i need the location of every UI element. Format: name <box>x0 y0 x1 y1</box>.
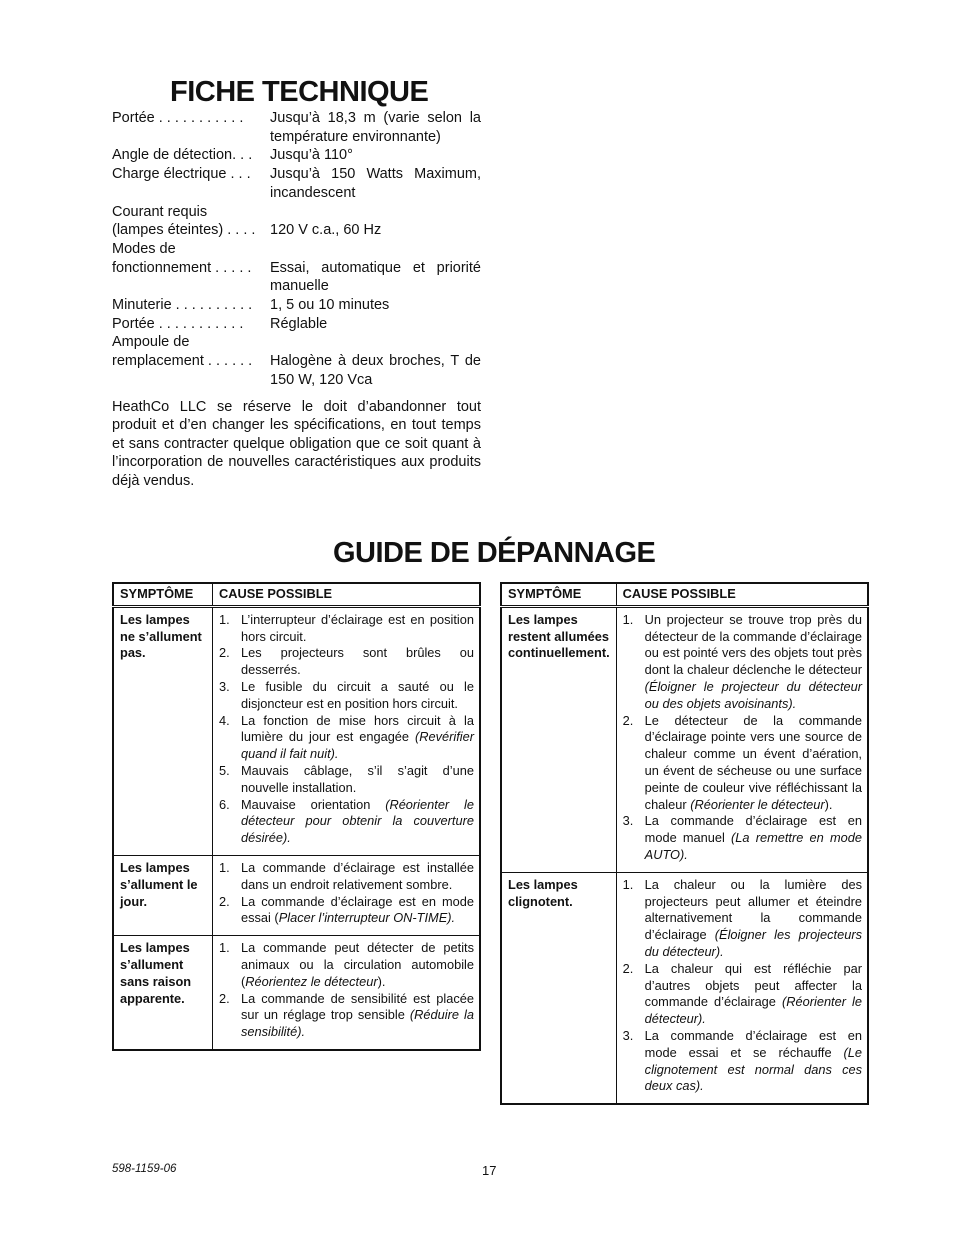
spec-label: (lampes éteintes) . . . . <box>112 222 256 239</box>
cause-cell <box>213 606 481 855</box>
cause-remedy-note: (Réorienter le détecteur pour obtenir la couverture désirée). <box>241 796 474 846</box>
cause-number: 1. <box>219 611 230 627</box>
spec-label: Modes de <box>112 240 176 257</box>
spec-label: Ampoule de <box>112 334 190 351</box>
cause-main-text: Un projecteur se trouve trop près du détecteur de la commande d’éclairage ou est pointé vers des objets tout près dont la chaleur déclenche le détecteur <box>644 611 862 678</box>
cause-main-text: La chaleur ou la lumière des projecteurs peut allumer et éteindre alternativement la commande d’éclairage <box>644 876 862 943</box>
cause-cell <box>616 606 868 872</box>
cause-text <box>645 877 862 961</box>
cause-main-text: Le détecteur de la commande d’éclairage pointe vers une source de chaleur comme un évent d’aération, un évent de sécheuse ou une surface peinte de couleur vive réfléchissant la chaleur <box>644 712 862 812</box>
spec-label: Charge électrique . . . <box>112 166 251 183</box>
spec-row <box>112 259 481 296</box>
cause-remedy-note: (Éloigner le projecteur du détecteur ou des objets avoisinants). <box>644 678 862 711</box>
symptom-cell: Les lampes s’allument le jour. <box>113 855 213 935</box>
spec-value: Halogène à deux broches, T de 150 W, 120 Vca <box>270 353 481 388</box>
cause-text <box>645 713 862 814</box>
table-row <box>113 606 480 855</box>
cause-item <box>623 813 862 863</box>
spec-value <box>270 333 481 352</box>
cause-remedy-note: Réorientez le détecteur <box>245 973 378 989</box>
cause-text <box>241 797 474 847</box>
spec-value: 120 V c.a., 60 Hz <box>270 222 382 239</box>
spec-value <box>270 203 481 222</box>
cause-text <box>645 612 862 713</box>
cause-text <box>241 860 474 894</box>
cause-number: 4. <box>219 712 230 728</box>
cause-main-text: Le fusible du circuit a sauté ou le disjoncteur est en position hors circuit. <box>241 678 474 711</box>
page-number: 17 <box>482 1163 497 1178</box>
cause-main-text: La fonction de mise hors circuit à la lumière du jour est engagée <box>241 712 474 745</box>
cause-item <box>219 991 474 1041</box>
spec-row <box>112 109 481 146</box>
cause-list <box>623 877 862 1095</box>
spec-value: Essai, automatique et priorité manuelle <box>270 259 481 295</box>
cause-main-text: La commande d’éclairage est en mode essai ( <box>241 893 474 926</box>
cause-item <box>623 612 862 713</box>
cause-number: 6. <box>219 796 230 812</box>
spec-value: Réglable <box>270 315 328 332</box>
spec-label: Courant requis <box>112 203 208 220</box>
cause-main-text: Mauvaise orientation <box>241 796 371 812</box>
spec-row <box>112 296 481 315</box>
cause-item <box>219 940 474 990</box>
spec-value <box>270 240 481 259</box>
cause-item <box>219 679 474 713</box>
cause-remedy-note: (Le clignotement est normal dans ces deux cas). <box>644 1044 863 1094</box>
cause-text <box>645 961 862 1028</box>
cause-item <box>623 1028 862 1095</box>
cause-text <box>241 940 474 990</box>
cause-main-text: Les projecteurs sont brûles ou desserrés. <box>241 645 474 678</box>
spec-row <box>112 146 481 165</box>
spec-label: Minuterie . . . . . . . . . . <box>112 297 253 314</box>
cause-number: 3. <box>622 1027 634 1043</box>
cause-number: 2. <box>622 960 634 976</box>
cause-item <box>623 877 862 961</box>
spec-value: Jusqu’à 110° <box>270 147 353 164</box>
cause-tail: ). <box>377 973 386 989</box>
cause-number: 1. <box>622 876 634 892</box>
cause-item <box>219 612 474 646</box>
spec-row <box>112 352 481 389</box>
spec-value: Jusqu’à 150 Watts Maximum, incandescent <box>270 166 481 201</box>
cause-number: 2. <box>219 645 230 661</box>
troubleshooting-table-right <box>500 582 869 1105</box>
cause-main-text: La chaleur qui est réfléchie par d’autres objets peut affecter la commande d’éclairage <box>644 960 862 1010</box>
header-symptom: SYMPTÔME <box>501 583 616 606</box>
spec-label: Portée . . . . . . . . . . . <box>112 110 244 126</box>
cause-item <box>219 763 474 797</box>
table-header-row <box>501 583 868 606</box>
symptom-cell: Les lampes restent allumées continuellement. <box>501 606 616 872</box>
cause-number: 3. <box>219 678 230 694</box>
cause-remedy-note: (Réorienter le détecteur). <box>644 994 863 1027</box>
cause-main-text: La commande d’éclairage est en mode essai et se réchauffe <box>644 1027 862 1060</box>
cause-main-text: Mauvais câblage, s’il s’agit d’une nouvelle installation. <box>241 762 474 795</box>
cause-remedy-note: (Réduire la sensibilité). <box>241 1007 474 1040</box>
disclaimer-paragraph: HeathCo LLC se réserve le doit d’abandonner tout produit et d’en changer les spécifications, en tout temps et sans contracter quelque obligation que ce soit quant à l’incorporation de nouvelles caractéristiques aux produits déjà vendus. <box>112 399 481 489</box>
spec-sheet-title: FICHE TECHNIQUE <box>170 76 429 108</box>
table-row <box>113 936 480 1050</box>
spec-label: Angle de détection. . . <box>112 147 253 164</box>
cause-number: 2. <box>219 893 230 909</box>
header-cause: CAUSE POSSIBLE <box>616 583 868 606</box>
spec-list <box>112 109 481 390</box>
spec-label: Portée . . . . . . . . . . . <box>112 315 244 332</box>
cause-item <box>623 713 862 814</box>
troubleshooting-title: GUIDE DE DÉPANNAGE <box>333 537 656 569</box>
cause-remedy-note: (Revérifier quand il fait nuit). <box>241 729 474 762</box>
spec-row <box>112 221 481 240</box>
cause-text <box>241 894 474 928</box>
cause-text <box>241 763 474 797</box>
table-row <box>501 872 868 1104</box>
cause-cell <box>213 855 481 935</box>
cause-number: 2. <box>219 990 230 1006</box>
cause-item <box>219 860 474 894</box>
cause-main-text: La commande d’éclairage est installée dans un endroit relativement sombre. <box>241 859 474 892</box>
cause-item <box>219 894 474 928</box>
cause-list <box>219 940 474 1041</box>
spec-value: Jusqu’à 18,3 m (varie selon la température environnante) <box>270 110 481 145</box>
cause-text <box>241 612 474 646</box>
cause-remedy-note: (La remettre en mode AUTO). <box>644 830 862 862</box>
cause-text <box>241 713 474 763</box>
cause-item <box>219 713 474 763</box>
cause-cell <box>616 872 868 1104</box>
cause-main-text: La commande de sensibilité est placée sur un réglage trop sensible <box>241 990 474 1023</box>
table-row <box>113 855 480 935</box>
document-code: 598-1159-06 <box>112 1163 177 1175</box>
cause-number: 1. <box>219 940 230 956</box>
cause-text <box>645 1028 862 1095</box>
spec-row <box>112 240 481 259</box>
spec-row <box>112 165 481 202</box>
cause-main-text: La commande peut détecter de petits animaux ou la circulation automobile ( <box>241 940 474 989</box>
cause-text <box>645 813 862 863</box>
cause-text <box>241 645 474 679</box>
header-symptom: SYMPTÔME <box>113 583 213 606</box>
cause-number: 3. <box>622 813 634 829</box>
spec-row <box>112 203 481 222</box>
cause-cell <box>213 936 481 1050</box>
cause-list <box>623 612 862 864</box>
cause-list <box>219 612 474 847</box>
spec-label: remplacement . . . . . . <box>112 353 253 370</box>
cause-item <box>219 645 474 679</box>
table-row <box>501 606 868 872</box>
spec-row <box>112 333 481 352</box>
cause-number: 1. <box>219 859 230 875</box>
cause-main-text: La commande d’éclairage est en mode manuel <box>644 813 862 846</box>
cause-text <box>241 991 474 1041</box>
cause-item <box>623 961 862 1028</box>
symptom-cell: Les lampes s’allument sans raison apparente. <box>113 936 213 1050</box>
spec-row <box>112 315 481 334</box>
table-header-row <box>113 583 480 606</box>
troubleshooting-table-left <box>112 582 481 1051</box>
cause-list <box>219 860 474 927</box>
symptom-cell: Les lampes clignotent. <box>501 872 616 1104</box>
cause-remedy-note: Placer l’interrupteur ON-TIME). <box>278 910 456 926</box>
spec-value: 1, 5 ou 10 minutes <box>270 297 390 314</box>
cause-remedy-note: (Éloigner les projecteurs du détecteur). <box>644 927 862 959</box>
cause-text <box>241 679 474 713</box>
spec-label: fonctionnement . . . . . <box>112 259 252 276</box>
cause-number: 1. <box>622 611 634 627</box>
cause-item <box>219 797 474 847</box>
cause-number: 2. <box>622 712 634 728</box>
cause-remedy-note: (Réorienter le détecteur <box>690 796 825 812</box>
cause-tail: ). <box>824 796 833 812</box>
cause-number: 5. <box>219 762 230 778</box>
cause-main-text: L’interrupteur d’éclairage est en position hors circuit. <box>241 611 474 644</box>
symptom-cell: Les lampes ne s’allument pas. <box>113 606 213 855</box>
header-cause: CAUSE POSSIBLE <box>213 583 481 606</box>
